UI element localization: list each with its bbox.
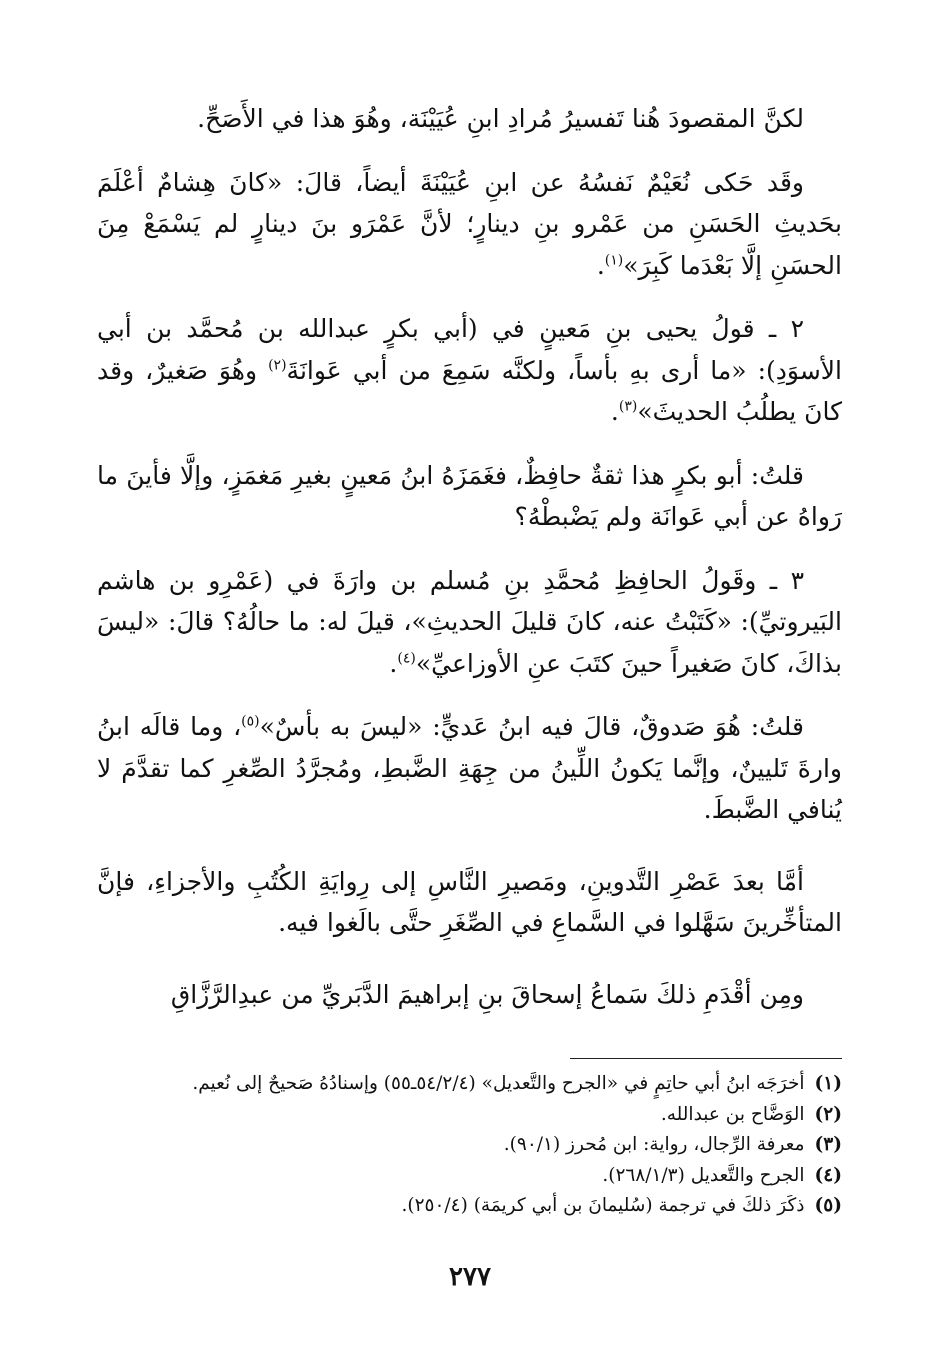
paragraph-6	[97, 706, 842, 831]
page-number: ٢٧٧	[449, 1262, 491, 1292]
main-text	[97, 98, 842, 1037]
paragraph-1	[97, 98, 842, 140]
paragraph-7	[97, 861, 842, 944]
footnote-text: معرفة الرِّجال، رواية: ابن مُحرز (٩٠/١).	[503, 1134, 805, 1155]
footnote-number: (٢)	[814, 1103, 842, 1125]
footnote-number: (٥)	[814, 1195, 842, 1216]
paragraph-text: قلتُ: هُوَ صَدوقٌ، قالَ فيه ابنُ عَديٍّ: «ليسَ به بأسٌ»	[259, 712, 804, 741]
paragraph-text: لكنَّ المقصودَ هُنا تَفسيرُ مُرادِ ابنِ عُيَيْنَة، وهُوَ هذا في الأَصَحِّ.	[197, 104, 804, 133]
paragraph-punct: .	[596, 250, 605, 280]
paragraph-4	[97, 455, 842, 538]
footnote-2	[97, 1100, 842, 1131]
paragraph-punct: .	[389, 648, 398, 678]
footnote-1	[97, 1069, 842, 1100]
paragraph-punct: .	[610, 397, 619, 426]
paragraph-2	[97, 162, 842, 287]
footnote-divider	[570, 1058, 842, 1059]
paragraph-3	[97, 308, 842, 433]
footnote-text: الجرح والتَّعديل (٢٦٨/١/٣).	[602, 1164, 805, 1186]
footnote-ref[interactable]: (٥)	[241, 713, 260, 730]
footnote-text: ذكَرَ ذلكَ في ترجمة (سُليمانَ بن أبي كريمَة) (٢٥٠/٤).	[401, 1195, 805, 1216]
footnote-4	[97, 1161, 842, 1192]
paragraph-text: وهُوَ صَغيرٌ، وقد كانَ يطلُبُ الحديثَ»	[97, 355, 842, 426]
footnote-number: (١)	[814, 1073, 842, 1094]
footnote-text: الوَضَّاح بن عبدالله.	[660, 1103, 805, 1125]
paragraph-text: ٣ ـ وقَولُ الحافِظِ مُحمَّدِ بنِ مُسلم بن وارَةَ في (عَمْرِو بن هاشم البَيروتيِّ): «كَتَبْتُ عنه، كانَ قليلَ الحديثِ»، قيلَ له: ما حالُهُ؟ قالَ: «ليسَ بذاكَ، كانَ صَغيراً حينَ كتَبَ عنِ الأوزاعيِّ»	[97, 565, 842, 678]
footnote-3	[97, 1130, 842, 1161]
footnotes	[97, 1069, 842, 1222]
paragraph-5	[97, 560, 842, 685]
paragraph-text: ومِن أقْدَمِ ذلكَ سَماعُ إسحاقَ بنِ إبراهيمَ الدَّبَريِّ من عبدِالرَّزَّاقِ	[170, 979, 804, 1009]
footnote-number: (٣)	[814, 1134, 842, 1155]
footnote-5	[97, 1191, 842, 1222]
footnote-number: (٤)	[814, 1164, 842, 1186]
paragraph-text: ٢ ـ قولُ يحيى بنِ مَعينٍ في (أبي بكرٍ عبدالله بن مُحمَّد بن أبي الأسوَدِ): «ما أرى بهِ بأساً، ولكنَّه سَمِعَ من أبي عَوانَةَ	[97, 314, 842, 385]
paragraph-text: ، وما قالَه ابنُ وارةَ تَليينٌ، وإنَّما يَكونُ اللِّينُ من جِهَةِ الضَّبطِ، ومُجرَّدُ الصِّغرِ كما تقدَّمَ لا يُنافي الضَّبطَ.	[97, 712, 842, 824]
footnote-ref[interactable]: (١)	[604, 252, 624, 269]
paragraph-text: قلتُ: أبو بكرٍ هذا ثقةٌ حافِظٌ، فغَمَزَهُ ابنُ مَعينٍ بغيرِ مَغمَزٍ، وإلَّا فأينَ ما رَواهُ عن أبي عَوانَة ولم يَضْبطْهُ؟	[97, 460, 842, 531]
footnote-ref[interactable]: (٣)	[618, 398, 638, 415]
paragraph-text: وقَد حَكى نُعَيْمٌ نَفسُهُ عن ابنِ عُيَيْنَةَ أيضاً، قالَ: «كانَ هِشامٌ أعْلَمَ بحَديثِ الحَسَنِ من عَمْرو بنِ دينارٍ؛ لأنَّ عَمْرَو بنَ دينارٍ لم يَسْمَعْ مِنَ الحسَنِ إلَّا بَعْدَما كَبِرَ»	[97, 167, 842, 280]
footnote-ref[interactable]: (٤)	[397, 650, 416, 667]
paragraph-8	[97, 974, 842, 1016]
footnote-text: أخرَجَه ابنُ أبي حاتِمٍ في «الجرح والتَّعديل» (٥٤/٢/٤ـ٥٥) وإسنادُهُ صَحيحٌ إلى نُعيم.	[192, 1073, 805, 1094]
paragraph-text: أمَّا بعدَ عَصْرِ التَّدوينِ، ومَصيرِ النَّاسِ إلى رِوايَةِ الكُتُبِ والأجزاءِ، فإنَّ المتأخِّرينَ سَهَّلوا في السَّماعِ في الصِّغَرِ حتَّى بالَغوا فيه.	[97, 866, 842, 937]
footnote-ref[interactable]: (٢)	[268, 357, 287, 374]
